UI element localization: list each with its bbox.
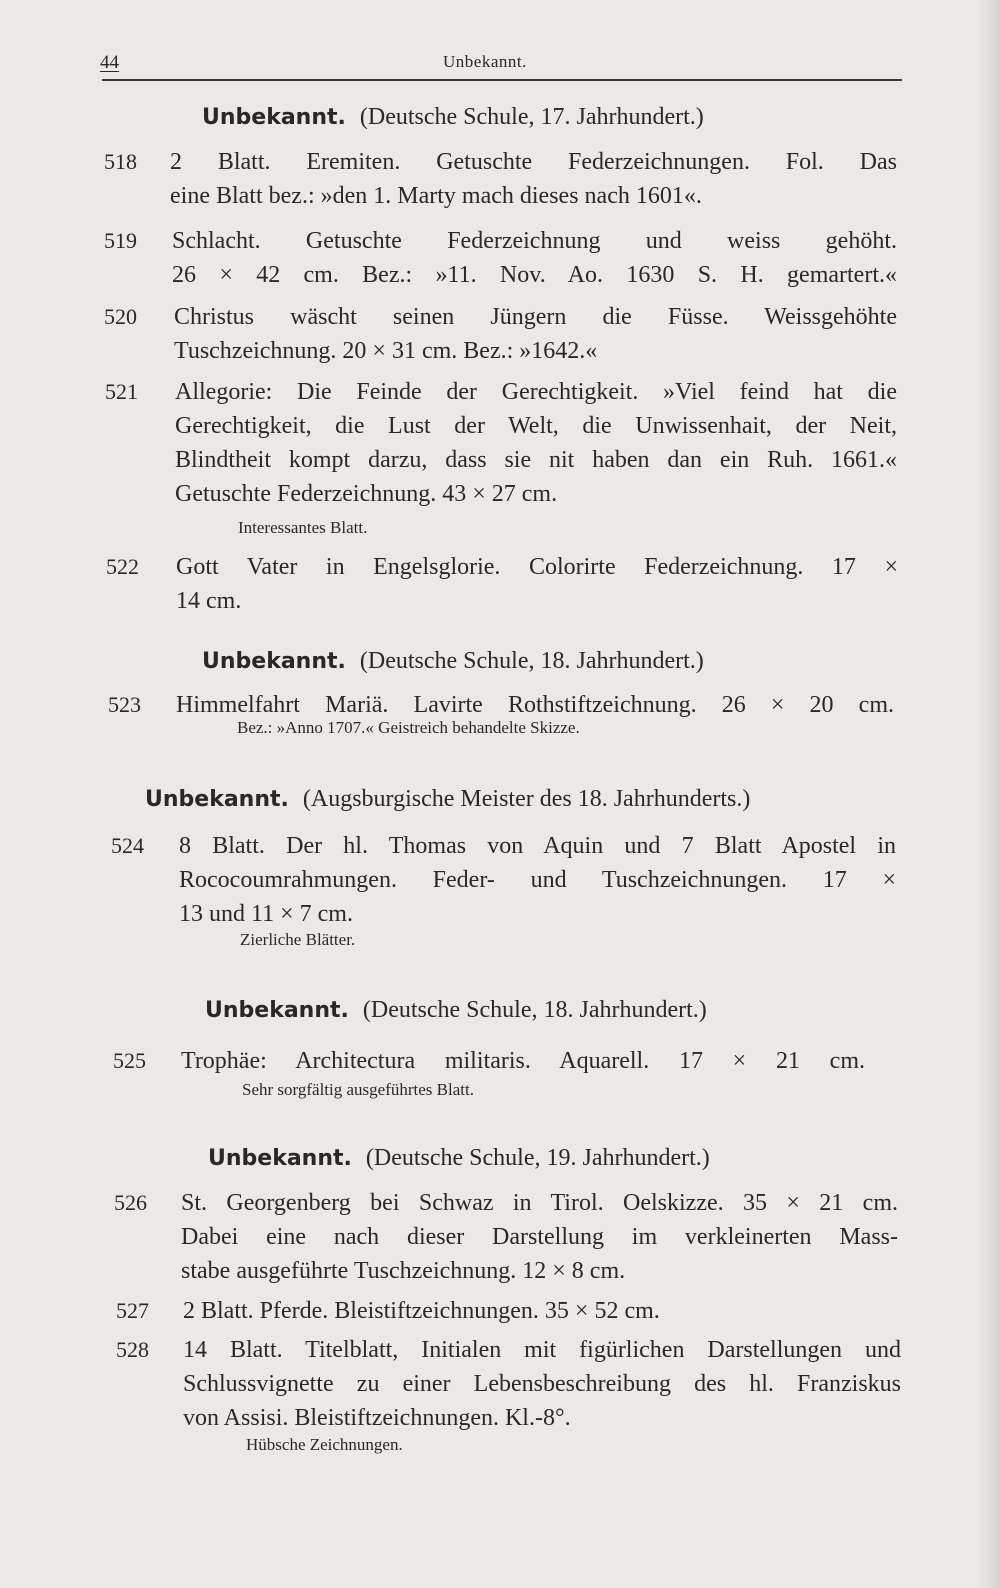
entry-number: 525 <box>113 1048 146 1073</box>
entry-line: Getuschte Federzeichnung. 43 × 27 cm. <box>175 481 558 507</box>
entry-line: 2 Blatt. Pferde. Bleistiftzeichnungen. 35 × 52 cm. <box>183 1298 660 1324</box>
section-heading-name: Unbekannt. <box>202 649 346 674</box>
entry-line: Allegorie: Die Feinde der Gerechtigkeit. »Viel feind hat die <box>175 379 897 405</box>
section-heading <box>145 786 750 813</box>
page-number: 44 <box>100 52 119 73</box>
entry-note: Interessantes Blatt. <box>238 518 368 537</box>
entry-line: Tuschzeichnung. 20 × 31 cm. Bez.: »1642.« <box>174 338 598 364</box>
page-edge-shadow <box>978 0 1000 1588</box>
entry-note: Bez.: »Anno 1707.« Geistreich behandelte Skizze. <box>237 718 580 737</box>
entry-note: Hübsche Zeichnungen. <box>246 1435 403 1454</box>
entry-line: von Assisi. Bleistiftzeichnungen. Kl.-8°. <box>183 1405 571 1431</box>
entry-note: Sehr sorgfältig ausgeführtes Blatt. <box>242 1080 474 1099</box>
entry-line: eine Blatt bez.: »den 1. Marty mach dieses nach 1601«. <box>170 183 702 209</box>
entry-line: St. Georgenberg bei Schwaz in Tirol. Oelskizze. 35 × 21 cm. <box>181 1190 898 1216</box>
entry-line: Rococoumrahmungen. Feder- und Tuschzeichnungen. 17 × <box>179 867 896 893</box>
entry-note: Zierliche Blätter. <box>240 930 356 949</box>
running-title: Unbekannt. <box>443 52 527 71</box>
entry-number: 524 <box>111 833 144 858</box>
entry-line: 13 und 11 × 7 cm. <box>179 901 353 927</box>
entry-line: stabe ausgeführte Tuschzeichnung. 12 × 8 cm. <box>181 1258 626 1284</box>
entry-line: 14 Blatt. Titelblatt, Initialen mit figürlichen Darstellungen und <box>183 1337 901 1363</box>
entry-line: Blindtheit kompt darzu, dass sie nit haben dan ein Ruh. 1661.« <box>175 447 897 473</box>
entry-number: 526 <box>114 1190 147 1215</box>
section-heading-school: (Deutsche Schule, 18. Jahrhundert.) <box>362 997 707 1023</box>
section-heading-name: Unbekannt. <box>205 998 349 1023</box>
section-heading-name: Unbekannt. <box>202 105 346 130</box>
header-rule <box>102 79 902 81</box>
section-heading-school: (Deutsche Schule, 19. Jahrhundert.) <box>365 1145 710 1171</box>
entry-line: 2 Blatt. Eremiten. Getuschte Federzeichnungen. Fol. Das <box>170 149 897 175</box>
section-heading <box>205 997 707 1024</box>
entry-number: 519 <box>104 228 137 253</box>
entry-line: 8 Blatt. Der hl. Thomas von Aquin und 7 Blatt Apostel in <box>179 833 896 859</box>
entry-line: Dabei eine nach dieser Darstellung im verkleinerten Mass- <box>181 1224 898 1250</box>
section-heading <box>202 104 704 131</box>
entry-line: Trophäe: Architectura militaris. Aquarell. 17 × 21 cm. <box>181 1048 865 1074</box>
entry-line: Gott Vater in Engelsglorie. Colorirte Federzeichnung. 17 × <box>176 554 898 580</box>
section-heading-name: Unbekannt. <box>145 787 289 812</box>
entry-line: Christus wäscht seinen Jüngern die Füsse. Weissgehöhte <box>174 304 897 330</box>
entry-number: 518 <box>104 149 137 174</box>
section-heading-name: Unbekannt. <box>208 1146 352 1171</box>
entry-number: 520 <box>104 304 137 329</box>
entry-line: Gerechtigkeit, die Lust der Welt, die Unwissenhait, der Neit, <box>175 413 897 439</box>
entry-line: Himmelfahrt Mariä. Lavirte Rothstiftzeichnung. 26 × 20 cm. <box>176 692 894 718</box>
section-heading-school: (Augsburgische Meister des 18. Jahrhunderts.) <box>302 786 751 812</box>
entry-number: 521 <box>105 379 138 404</box>
section-heading-school: (Deutsche Schule, 18. Jahrhundert.) <box>359 648 704 674</box>
entry-line: 26 × 42 cm. Bez.: »11. Nov. Ao. 1630 S. H. gemartert.« <box>172 262 897 288</box>
entry-number: 527 <box>116 1298 149 1323</box>
entry-line: 14 cm. <box>176 588 242 614</box>
entry-number: 523 <box>108 692 141 717</box>
section-heading <box>202 648 704 675</box>
entry-number: 528 <box>116 1337 149 1362</box>
section-heading-school: (Deutsche Schule, 17. Jahrhundert.) <box>359 104 704 130</box>
running-head <box>100 52 900 82</box>
section-heading <box>208 1145 710 1172</box>
entry-line: Schlacht. Getuschte Federzeichnung und weiss gehöht. <box>172 228 897 254</box>
entry-number: 522 <box>106 554 139 579</box>
entry-line: Schlussvignette zu einer Lebensbeschreibung des hl. Franziskus <box>183 1371 901 1397</box>
